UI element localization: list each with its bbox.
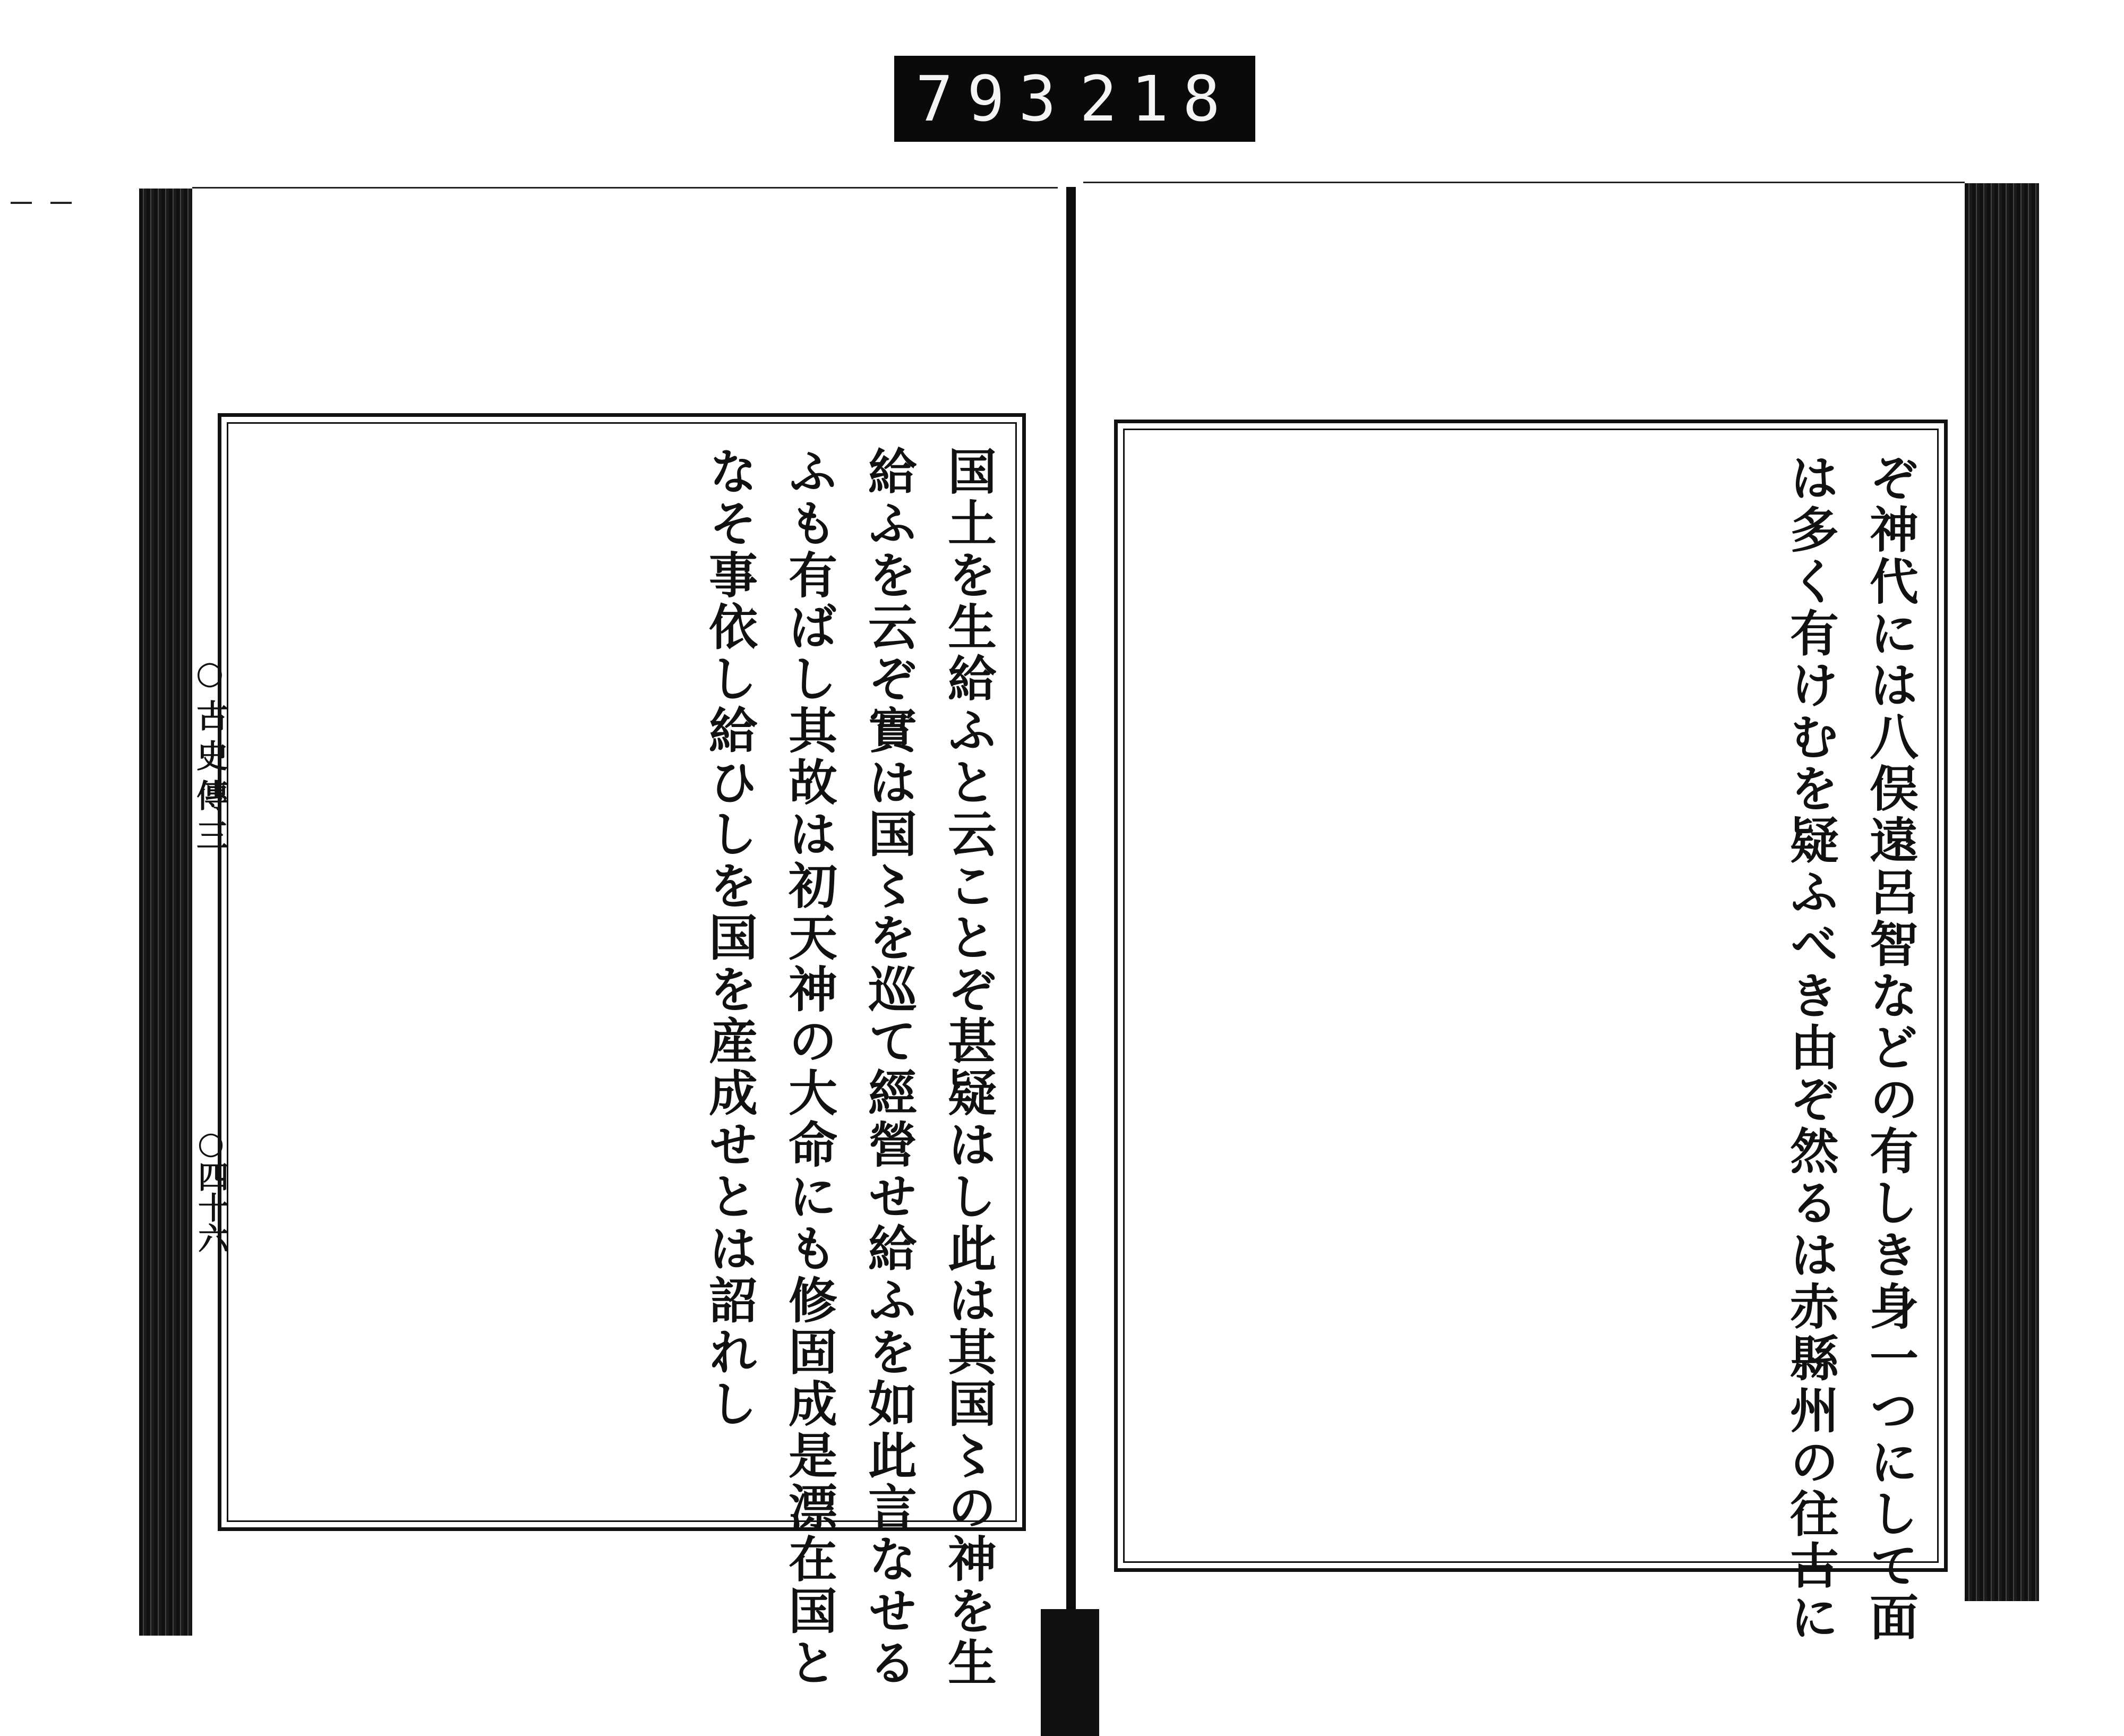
text-column: 国土を生給ふと云ことぞ甚疑はし此は其国〻の神を生 [940, 446, 997, 1689]
book-gutter [1066, 187, 1076, 1653]
page-number: ○四十六 [193, 1125, 229, 1253]
right-text-frame [1114, 420, 1948, 1644]
call-number-right: 218 [1079, 62, 1234, 135]
call-number-label [894, 56, 1255, 142]
text-column: は多く有けむを疑ふべき由ぞ然るは赤縣州の往古に [1782, 452, 1839, 1644]
scan-mark [50, 202, 72, 204]
gutter-shadow [1041, 1609, 1099, 1736]
text-column: ふも有ばし其故は初天神の大命にも修固成是漂在国と [781, 446, 838, 1689]
text-column: 給ふを云ぞ實は国〻を巡て經營せ給ふを如此言なせる [860, 446, 918, 1689]
left-text-frame [218, 413, 1026, 1689]
call-number-left: 793 [915, 62, 1070, 135]
right-page-edge [1965, 183, 2039, 1601]
left-page-edge [139, 189, 192, 1636]
text-column: ぞ神代には八俣遠呂智などの有しき身一つにして面 [1862, 452, 1919, 1644]
running-title: ○古史傳三 [191, 654, 228, 859]
scan-mark [11, 202, 32, 204]
text-column: なそ事依し給ひしを国を産成せとは詔れし [701, 446, 758, 1430]
